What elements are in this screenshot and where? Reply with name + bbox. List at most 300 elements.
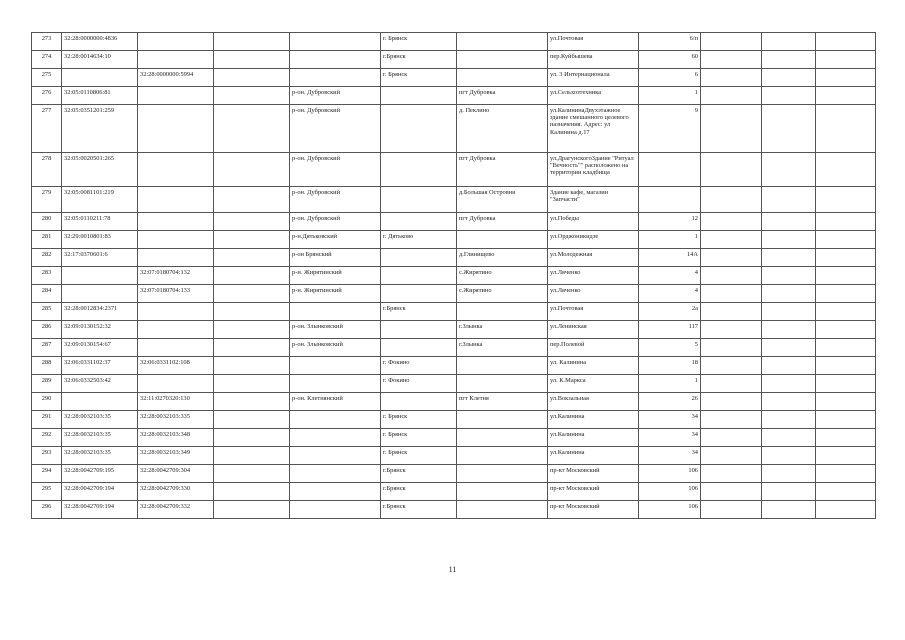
cell-city xyxy=(381,285,457,303)
table-row xyxy=(32,339,876,357)
cell-extra-col-2 xyxy=(762,465,816,483)
table-row xyxy=(32,267,876,285)
cell-row-number: 274 xyxy=(32,51,62,69)
cell-city xyxy=(381,321,457,339)
cell-row-number: 275 xyxy=(32,69,62,87)
cell-house-number: 12 xyxy=(639,213,701,231)
cell-settlement xyxy=(457,69,548,87)
cell-street: ул.Молодежная xyxy=(548,249,639,267)
cell-district: р-он. Дубровский xyxy=(290,87,381,105)
cell-street: Здание кафе, магазин "Запчасти" xyxy=(548,187,639,213)
cell-cadastral-number-2: 32:28:0032103:335 xyxy=(138,411,214,429)
cell-cadastral-number-2: 32:28:0042709:332 xyxy=(138,501,214,519)
cell-extra-col-3 xyxy=(816,105,876,153)
cell-cadastral-number: 32:28:0032103:35 xyxy=(62,411,138,429)
cell-row-number: 281 xyxy=(32,231,62,249)
cell-street: ул.Победы xyxy=(548,213,639,231)
cell-settlement: г.Злынка xyxy=(457,339,548,357)
cell-extra-col-1 xyxy=(701,429,762,447)
cell-cadastral-number-3 xyxy=(214,153,290,187)
cell-street: пер.Полевой xyxy=(548,339,639,357)
cell-cadastral-number-3 xyxy=(214,339,290,357)
cell-house-number: 60 xyxy=(639,51,701,69)
cell-cadastral-number: 32:05:0020501:265 xyxy=(62,153,138,187)
cell-city xyxy=(381,187,457,213)
cell-extra-col-2 xyxy=(762,447,816,465)
cell-extra-col-2 xyxy=(762,429,816,447)
cell-extra-col-2 xyxy=(762,321,816,339)
cell-extra-col-2 xyxy=(762,375,816,393)
table-row xyxy=(32,69,876,87)
cell-district: р-н. Жирятинский xyxy=(290,285,381,303)
cell-cadastral-number: 32:06:0331102:37 xyxy=(62,357,138,375)
cell-cadastral-number-3 xyxy=(214,213,290,231)
cell-house-number: 14А xyxy=(639,249,701,267)
table-row xyxy=(32,87,876,105)
cell-extra-col-1 xyxy=(701,51,762,69)
cell-settlement: д.Большая Островня xyxy=(457,187,548,213)
cell-row-number: 293 xyxy=(32,447,62,465)
cell-cadastral-number-2 xyxy=(138,87,214,105)
cell-district xyxy=(290,429,381,447)
cell-house-number: 106 xyxy=(639,483,701,501)
cell-extra-col-2 xyxy=(762,33,816,51)
cell-street: ул.Калинина xyxy=(548,411,639,429)
table-row xyxy=(32,285,876,303)
cell-extra-col-3 xyxy=(816,447,876,465)
cell-street: ул. Калинина xyxy=(548,357,639,375)
cell-settlement: г.Злынка xyxy=(457,321,548,339)
cell-settlement: д. Пеклино xyxy=(457,105,548,153)
table-row xyxy=(32,303,876,321)
cell-row-number: 273 xyxy=(32,33,62,51)
cell-house-number: 34 xyxy=(639,429,701,447)
cell-district: р-н. Жирятинский xyxy=(290,267,381,285)
table-row xyxy=(32,501,876,519)
table-row xyxy=(32,465,876,483)
cell-city: г. Брянск xyxy=(381,447,457,465)
cell-extra-col-3 xyxy=(816,393,876,411)
cell-extra-col-3 xyxy=(816,87,876,105)
cell-street: ул.ДрагунскогоЗдание "Ритуал "Вечность"" расположено на территории кладбища xyxy=(548,153,639,187)
cell-extra-col-3 xyxy=(816,339,876,357)
cell-cadastral-number-2 xyxy=(138,187,214,213)
cell-cadastral-number-2: 32:06:0331102:108 xyxy=(138,357,214,375)
cell-cadastral-number: 32:28:0042709:194 xyxy=(62,483,138,501)
cell-cadastral-number-2 xyxy=(138,231,214,249)
cell-cadastral-number: 32:28:0000000:4836 xyxy=(62,33,138,51)
cell-street: ул.Сельхозтехника xyxy=(548,87,639,105)
cell-district xyxy=(290,375,381,393)
cell-extra-col-2 xyxy=(762,303,816,321)
cell-house-number: 4 xyxy=(639,267,701,285)
cell-cadastral-number-2 xyxy=(138,33,214,51)
table-row xyxy=(32,231,876,249)
cell-house-number: 18 xyxy=(639,357,701,375)
cell-cadastral-number xyxy=(62,267,138,285)
cell-settlement xyxy=(457,429,548,447)
cell-cadastral-number: 32:17:0370601:6 xyxy=(62,249,138,267)
cell-extra-col-3 xyxy=(816,231,876,249)
cell-extra-col-2 xyxy=(762,393,816,411)
cell-extra-col-2 xyxy=(762,357,816,375)
cell-house-number: 1 xyxy=(639,231,701,249)
cell-extra-col-1 xyxy=(701,105,762,153)
cell-district: р-н.Дятьковский xyxy=(290,231,381,249)
cell-row-number: 295 xyxy=(32,483,62,501)
cell-street: ул.Ляченко xyxy=(548,267,639,285)
cell-street: ул.Орджоникидзе xyxy=(548,231,639,249)
cell-cadastral-number-2 xyxy=(138,303,214,321)
cell-city xyxy=(381,87,457,105)
cell-extra-col-2 xyxy=(762,69,816,87)
cell-city xyxy=(381,213,457,231)
cell-city: г. Дятьково xyxy=(381,231,457,249)
cell-settlement: с.Жирятино xyxy=(457,267,548,285)
cell-row-number: 282 xyxy=(32,249,62,267)
cell-settlement xyxy=(457,483,548,501)
cell-cadastral-number: 32:29:0010801:83 xyxy=(62,231,138,249)
cell-settlement xyxy=(457,375,548,393)
cell-cadastral-number-2: 32:28:0042709:330 xyxy=(138,483,214,501)
cell-extra-col-1 xyxy=(701,33,762,51)
cell-extra-col-2 xyxy=(762,501,816,519)
cell-extra-col-1 xyxy=(701,393,762,411)
cell-row-number: 296 xyxy=(32,501,62,519)
cell-cadastral-number-3 xyxy=(214,285,290,303)
cell-house-number: 2а xyxy=(639,303,701,321)
cell-district: р-он. Дубровский xyxy=(290,153,381,187)
cell-cadastral-number-3 xyxy=(214,465,290,483)
cell-extra-col-1 xyxy=(701,187,762,213)
cell-cadastral-number-3 xyxy=(214,303,290,321)
cell-extra-col-1 xyxy=(701,153,762,187)
cell-cadastral-number xyxy=(62,285,138,303)
cell-cadastral-number-3 xyxy=(214,501,290,519)
cell-extra-col-3 xyxy=(816,303,876,321)
cell-house-number: 34 xyxy=(639,411,701,429)
cell-settlement xyxy=(457,411,548,429)
cell-district xyxy=(290,465,381,483)
cell-city: г. Брянск xyxy=(381,69,457,87)
cell-settlement: д.Глинищево xyxy=(457,249,548,267)
cell-cadastral-number-3 xyxy=(214,411,290,429)
cell-extra-col-1 xyxy=(701,87,762,105)
cell-street: ул.Почтовая xyxy=(548,33,639,51)
cell-district: р-он Брянский xyxy=(290,249,381,267)
table-row xyxy=(32,321,876,339)
cell-cadastral-number: 32:28:0042709:194 xyxy=(62,501,138,519)
cell-extra-col-1 xyxy=(701,69,762,87)
cell-extra-col-3 xyxy=(816,501,876,519)
cell-cadastral-number-2: 32:28:0000000:5994 xyxy=(138,69,214,87)
cell-cadastral-number-2 xyxy=(138,249,214,267)
cell-district xyxy=(290,447,381,465)
cell-house-number: 26 xyxy=(639,393,701,411)
cell-district: р-он. Злынковский xyxy=(290,339,381,357)
cell-city: г. Брянск xyxy=(381,33,457,51)
cell-cadastral-number-2 xyxy=(138,339,214,357)
cell-house-number: 1 xyxy=(639,375,701,393)
cell-cadastral-number: 32:05:0110806:81 xyxy=(62,87,138,105)
cell-street: пер.Куйбышева xyxy=(548,51,639,69)
table-row xyxy=(32,187,876,213)
cell-extra-col-2 xyxy=(762,339,816,357)
cell-cadastral-number xyxy=(62,69,138,87)
table-row xyxy=(32,213,876,231)
cell-street: пр-кт Московский xyxy=(548,483,639,501)
table-row xyxy=(32,357,876,375)
cell-district: р-он. Клетнянский xyxy=(290,393,381,411)
cell-extra-col-2 xyxy=(762,267,816,285)
cell-row-number: 277 xyxy=(32,105,62,153)
cell-row-number: 284 xyxy=(32,285,62,303)
cell-cadastral-number-3 xyxy=(214,429,290,447)
cell-row-number: 285 xyxy=(32,303,62,321)
cell-street: ул.Ленинская xyxy=(548,321,639,339)
table-row xyxy=(32,393,876,411)
cell-city xyxy=(381,105,457,153)
cell-cadastral-number: 32:09:0130154:67 xyxy=(62,339,138,357)
cell-row-number: 292 xyxy=(32,429,62,447)
table-body xyxy=(32,33,876,519)
cell-extra-col-3 xyxy=(816,187,876,213)
cell-extra-col-2 xyxy=(762,483,816,501)
cell-house-number: 5 xyxy=(639,339,701,357)
cell-extra-col-2 xyxy=(762,187,816,213)
cell-city xyxy=(381,249,457,267)
cell-extra-col-3 xyxy=(816,51,876,69)
cell-district xyxy=(290,411,381,429)
cell-city: г.Брянск xyxy=(381,483,457,501)
cell-extra-col-1 xyxy=(701,357,762,375)
cell-extra-col-3 xyxy=(816,483,876,501)
cell-cadastral-number-3 xyxy=(214,357,290,375)
cell-cadastral-number: 32:28:0032103:35 xyxy=(62,447,138,465)
cell-row-number: 280 xyxy=(32,213,62,231)
cell-district: р-он. Дубровский xyxy=(290,105,381,153)
cell-house-number: 6/п xyxy=(639,33,701,51)
cell-cadastral-number: 32:28:0012834:2371 xyxy=(62,303,138,321)
cell-settlement: пгт Дубровка xyxy=(457,213,548,231)
cell-cadastral-number-2: 32:07:0180704:133 xyxy=(138,285,214,303)
cell-city: г. Брянск xyxy=(381,429,457,447)
cell-extra-col-2 xyxy=(762,153,816,187)
cell-extra-col-3 xyxy=(816,285,876,303)
cell-cadastral-number: 32:28:0014634:10 xyxy=(62,51,138,69)
cell-settlement xyxy=(457,357,548,375)
cell-cadastral-number-2: 32:11:0270320:130 xyxy=(138,393,214,411)
cell-settlement xyxy=(457,231,548,249)
cell-cadastral-number-2: 32:28:0032103:348 xyxy=(138,429,214,447)
cell-settlement xyxy=(457,501,548,519)
cell-district xyxy=(290,501,381,519)
cell-district xyxy=(290,33,381,51)
cell-row-number: 279 xyxy=(32,187,62,213)
cell-district xyxy=(290,51,381,69)
cell-house-number: 6 xyxy=(639,69,701,87)
cell-extra-col-2 xyxy=(762,51,816,69)
cell-cadastral-number-3 xyxy=(214,87,290,105)
cell-district xyxy=(290,357,381,375)
cell-street: ул.Почтовая xyxy=(548,303,639,321)
cell-extra-col-3 xyxy=(816,429,876,447)
cell-extra-col-2 xyxy=(762,105,816,153)
cell-city: г.Брянск xyxy=(381,303,457,321)
cell-settlement: пгт Дубровка xyxy=(457,87,548,105)
cell-street: ул. 3 Интернационала xyxy=(548,69,639,87)
table-row xyxy=(32,249,876,267)
cell-city xyxy=(381,153,457,187)
cell-cadastral-number: 32:06:0332503:42 xyxy=(62,375,138,393)
cell-settlement xyxy=(457,303,548,321)
cell-extra-col-3 xyxy=(816,465,876,483)
cell-row-number: 288 xyxy=(32,357,62,375)
cell-extra-col-2 xyxy=(762,87,816,105)
cell-cadastral-number-2: 32:07:0180704:132 xyxy=(138,267,214,285)
cell-row-number: 286 xyxy=(32,321,62,339)
cell-cadastral-number-3 xyxy=(214,187,290,213)
cell-extra-col-3 xyxy=(816,357,876,375)
cell-row-number: 276 xyxy=(32,87,62,105)
cell-row-number: 287 xyxy=(32,339,62,357)
cell-district: р-он. Дубровский xyxy=(290,213,381,231)
cell-city: г. Брянск xyxy=(381,411,457,429)
cell-cadastral-number-2 xyxy=(138,213,214,231)
cell-cadastral-number-3 xyxy=(214,51,290,69)
cell-extra-col-2 xyxy=(762,411,816,429)
cell-extra-col-3 xyxy=(816,33,876,51)
cell-house-number: 34 xyxy=(639,447,701,465)
table-row xyxy=(32,429,876,447)
cell-extra-col-2 xyxy=(762,285,816,303)
cell-cadastral-number-2 xyxy=(138,375,214,393)
cell-house-number: 9 xyxy=(639,105,701,153)
cell-cadastral-number-2 xyxy=(138,105,214,153)
cell-settlement: с.Жирятино xyxy=(457,285,548,303)
table-row xyxy=(32,447,876,465)
cell-district: р-он. Дубровский xyxy=(290,187,381,213)
table-row xyxy=(32,33,876,51)
cell-district xyxy=(290,303,381,321)
cell-house-number: 106 xyxy=(639,501,701,519)
cell-extra-col-1 xyxy=(701,285,762,303)
table-row xyxy=(32,375,876,393)
cell-row-number: 294 xyxy=(32,465,62,483)
cell-extra-col-3 xyxy=(816,249,876,267)
cell-house-number xyxy=(639,153,701,187)
cell-extra-col-1 xyxy=(701,465,762,483)
page-number: 11 xyxy=(448,565,457,574)
cell-street: ул. К.Маркса xyxy=(548,375,639,393)
cell-street: пр-кт Московский xyxy=(548,501,639,519)
table-row xyxy=(32,51,876,69)
cell-city: г.Брянск xyxy=(381,465,457,483)
cell-cadastral-number: 32:28:0032103:35 xyxy=(62,429,138,447)
cell-house-number xyxy=(639,187,701,213)
cell-row-number: 290 xyxy=(32,393,62,411)
cell-street: ул.Ляченко xyxy=(548,285,639,303)
cell-settlement xyxy=(457,447,548,465)
cell-extra-col-3 xyxy=(816,411,876,429)
cell-house-number: 117 xyxy=(639,321,701,339)
cell-house-number: 106 xyxy=(639,465,701,483)
cell-extra-col-3 xyxy=(816,69,876,87)
cell-extra-col-1 xyxy=(701,249,762,267)
table-row xyxy=(32,483,876,501)
cell-district xyxy=(290,483,381,501)
cell-row-number: 278 xyxy=(32,153,62,187)
cell-street: ул.Калинина xyxy=(548,429,639,447)
cell-city: г. Фокино xyxy=(381,357,457,375)
cell-settlement xyxy=(457,33,548,51)
cell-cadastral-number-3 xyxy=(214,231,290,249)
cell-row-number: 283 xyxy=(32,267,62,285)
cell-cadastral-number-3 xyxy=(214,483,290,501)
cell-extra-col-1 xyxy=(701,447,762,465)
cell-city: г. Фокино xyxy=(381,375,457,393)
cell-street: ул.КалининаДвухэтажное здание смешанного целевого назначения. Адрес: ул Калинина д.17 xyxy=(548,105,639,153)
cell-extra-col-3 xyxy=(816,267,876,285)
cell-cadastral-number: 32:28:0042709:195 xyxy=(62,465,138,483)
cell-cadastral-number: 32:05:0081101:219 xyxy=(62,187,138,213)
cell-cadastral-number: 32:09:0130152:32 xyxy=(62,321,138,339)
cell-street: пр-кт Московский xyxy=(548,465,639,483)
cell-extra-col-3 xyxy=(816,153,876,187)
cell-cadastral-number-3 xyxy=(214,375,290,393)
cell-city xyxy=(381,339,457,357)
cell-row-number: 291 xyxy=(32,411,62,429)
cell-city xyxy=(381,393,457,411)
cell-city xyxy=(381,267,457,285)
cell-extra-col-1 xyxy=(701,213,762,231)
cell-house-number: 4 xyxy=(639,285,701,303)
cell-house-number: 1 xyxy=(639,87,701,105)
cell-extra-col-2 xyxy=(762,231,816,249)
cell-extra-col-1 xyxy=(701,501,762,519)
cell-extra-col-1 xyxy=(701,231,762,249)
cell-extra-col-3 xyxy=(816,321,876,339)
registry-table xyxy=(31,32,876,519)
cell-extra-col-1 xyxy=(701,483,762,501)
cell-extra-col-1 xyxy=(701,375,762,393)
cell-cadastral-number-3 xyxy=(214,321,290,339)
cell-extra-col-2 xyxy=(762,213,816,231)
cell-city: г.Брянск xyxy=(381,51,457,69)
cell-cadastral-number-3 xyxy=(214,393,290,411)
cell-city: г.Брянск xyxy=(381,501,457,519)
cell-cadastral-number-2 xyxy=(138,321,214,339)
cell-cadastral-number-2: 32:28:0032103:349 xyxy=(138,447,214,465)
table-row xyxy=(32,411,876,429)
cell-extra-col-1 xyxy=(701,411,762,429)
cell-cadastral-number-3 xyxy=(214,447,290,465)
cell-settlement: пгт Клетня xyxy=(457,393,548,411)
cell-cadastral-number-3 xyxy=(214,33,290,51)
cell-cadastral-number-3 xyxy=(214,69,290,87)
cell-street: ул.Калинина xyxy=(548,447,639,465)
cell-row-number: 289 xyxy=(32,375,62,393)
cell-cadastral-number-3 xyxy=(214,267,290,285)
cell-cadastral-number-3 xyxy=(214,249,290,267)
cell-extra-col-2 xyxy=(762,249,816,267)
cell-settlement xyxy=(457,51,548,69)
cell-cadastral-number-3 xyxy=(214,105,290,153)
table-row xyxy=(32,105,876,153)
cell-extra-col-3 xyxy=(816,213,876,231)
cell-cadastral-number-2 xyxy=(138,153,214,187)
cell-extra-col-1 xyxy=(701,339,762,357)
